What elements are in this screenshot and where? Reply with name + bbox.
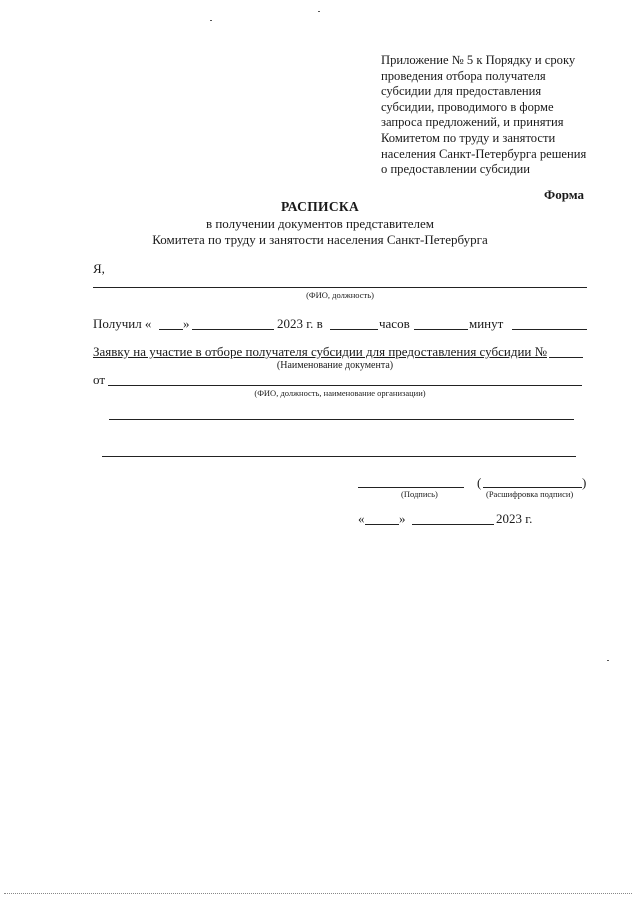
fio-position-line[interactable] (93, 287, 587, 288)
appendix-line: Приложение № 5 к Порядку и сроку (381, 53, 576, 67)
scan-speck (318, 11, 320, 12)
extra-line-1[interactable] (109, 419, 574, 420)
document-title: РАСПИСКА (280, 199, 360, 214)
caption-fio-org: (ФИО, должность, наименование организации) (254, 388, 426, 398)
received-close-quote: » (183, 316, 190, 331)
caption-signature-decoding: (Расшифровка подписи) (486, 489, 574, 499)
caption-document-name: (Наименование документа) (276, 360, 394, 371)
appendix-line: субсидии для предоставления (381, 84, 542, 99)
received-year: 2023 г. в (277, 316, 323, 331)
appendix-note (381, 53, 621, 178)
i-label: Я, (93, 261, 105, 276)
caption-signature: (Подпись) (401, 489, 438, 499)
date-year: 2023 г. (496, 511, 533, 526)
received-minutes-label: минут (469, 316, 504, 331)
received-month-line[interactable] (192, 329, 274, 330)
scan-edge-line (4, 893, 632, 894)
signature-open-paren: ( (477, 475, 482, 490)
received-hours-line[interactable] (330, 329, 378, 330)
date-close-quote: » (399, 511, 406, 526)
scan-speck (607, 660, 609, 661)
appendix-line: о предоставлении субсидии (381, 162, 530, 177)
received-day-line[interactable] (159, 329, 183, 330)
from-line[interactable] (108, 385, 582, 386)
appendix-line: запроса предложений, и принятия (381, 115, 564, 130)
date-month-line[interactable] (412, 524, 494, 525)
form-label: Форма (544, 187, 584, 202)
application-number-line[interactable] (549, 357, 583, 358)
signature-close-paren: ) (582, 475, 587, 490)
received-minutes-line[interactable] (414, 329, 468, 330)
scan-speck (210, 20, 212, 21)
signature-decoding-line[interactable] (483, 487, 582, 488)
subtitle-line-1: в получении документов представителем (205, 216, 435, 231)
appendix-line: населения Санкт-Петербурга решения (381, 146, 587, 161)
appendix-line: проведения отбора получателя (381, 68, 546, 83)
caption-fio-position: (ФИО, должность) (306, 290, 374, 300)
application-text: Заявку на участие в отборе получателя субсидии для предоставления субсидии № (93, 344, 548, 359)
appendix-line: субсидии, проводимого в форме (381, 99, 554, 114)
date-day-line[interactable] (365, 524, 399, 525)
signature-line[interactable] (358, 487, 464, 488)
appendix-line: Комитетом по труду и занятости (381, 130, 556, 145)
received-label: Получил « (93, 316, 152, 331)
subtitle-line-2: Комитета по труду и занятости населения Санкт-Петербурга (152, 232, 488, 247)
received-hours-label: часов (379, 316, 410, 331)
from-label: от (93, 372, 106, 387)
date-open-quote: « (358, 511, 365, 526)
extra-line-2[interactable] (102, 456, 576, 457)
received-extra-line[interactable] (512, 329, 587, 330)
